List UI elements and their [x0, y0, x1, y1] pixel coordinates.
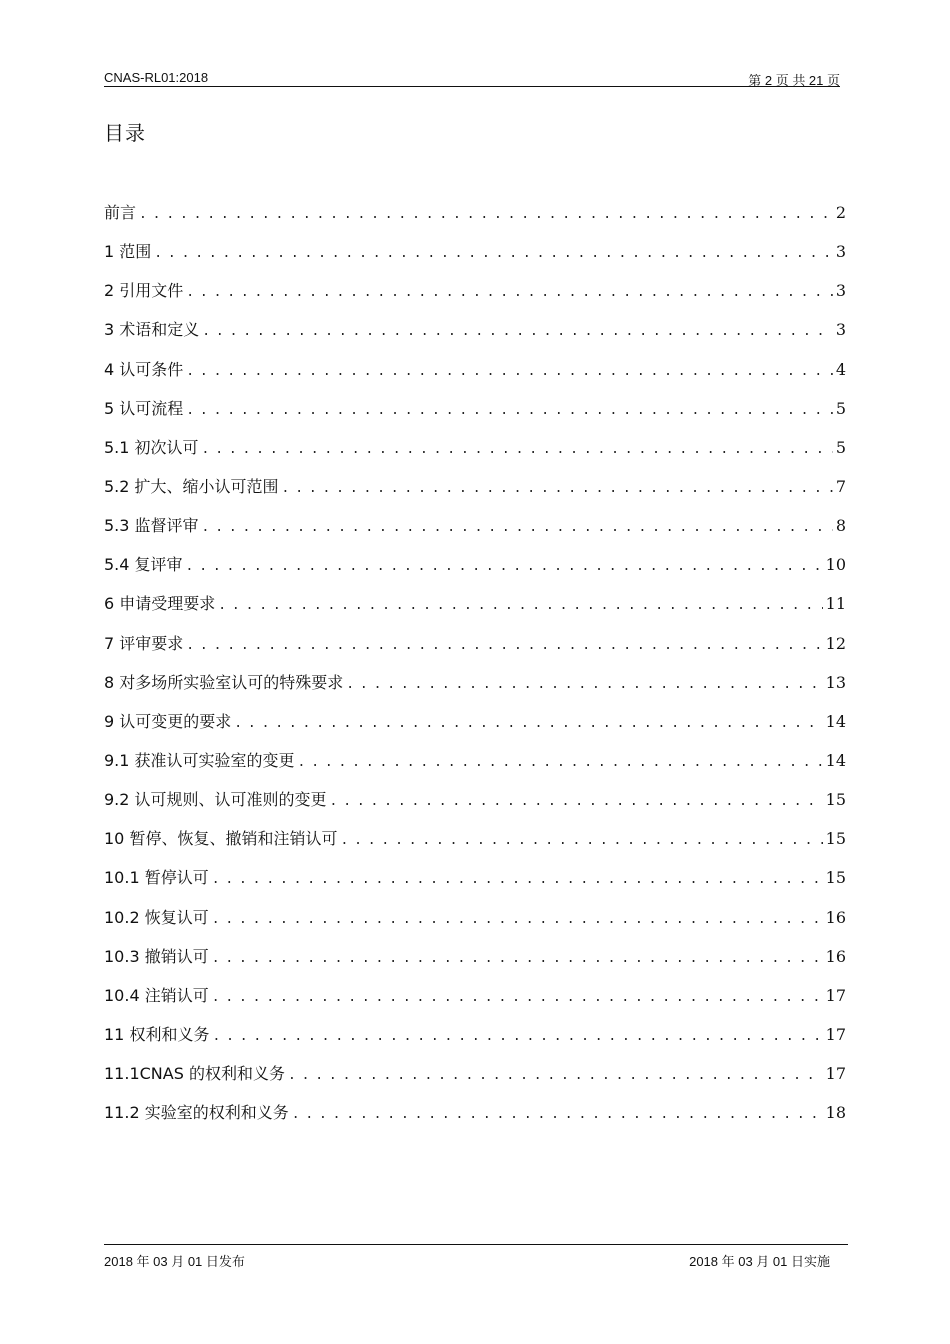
toc-page: 16 [825, 907, 846, 927]
toc-entry[interactable] [104, 631, 846, 670]
toc-label: 11.2 实验室的权利和义务 [104, 1103, 289, 1123]
toc-page: 16 [825, 946, 846, 966]
toc-leader [139, 207, 833, 222]
toc-page: 15 [825, 829, 846, 849]
toc-page: 14 [825, 750, 846, 770]
toc-entry[interactable] [104, 513, 846, 552]
toc-entry[interactable] [104, 552, 846, 591]
toc-label: 10 暂停、恢复、撤销和注销认可 [104, 829, 338, 849]
toc-leader [282, 481, 833, 496]
toc-entry[interactable] [104, 1022, 846, 1061]
toc-leader [292, 1107, 823, 1122]
toc-page: 10 [825, 555, 846, 575]
toc-label: 11.1CNAS 的权利和义务 [104, 1064, 285, 1084]
toc-label: 10.4 注销认可 [104, 985, 209, 1005]
toc-entry[interactable] [104, 435, 846, 474]
toc-leader [234, 716, 822, 731]
toc-entry[interactable] [104, 944, 846, 983]
table-of-contents [104, 200, 846, 1139]
toc-label: 4 认可条件 [104, 359, 184, 379]
toc-label: 7 评审要求 [104, 633, 184, 653]
toc-label: 10.1 暂停认可 [104, 868, 209, 888]
toc-label: 前言 [104, 203, 137, 222]
toc-label: 5.3 监督评审 [104, 516, 199, 536]
effective-date: 2018 年 03 月 01 日实施 [689, 1254, 830, 1269]
toc-label: 5.1 初次认可 [104, 437, 199, 457]
toc-leader [212, 990, 823, 1005]
toc-leader [298, 755, 823, 770]
toc-label: 2 引用文件 [104, 281, 184, 301]
toc-leader [212, 1029, 822, 1044]
toc-page: 5 [835, 437, 846, 457]
toc-page: 5 [835, 398, 846, 418]
toc-entry[interactable] [104, 396, 846, 435]
toc-page: 3 [835, 242, 846, 262]
toc-label: 6 申请受理要求 [104, 594, 216, 614]
toc-page: 17 [825, 1064, 846, 1084]
toc-page: 17 [825, 1024, 846, 1044]
toc-entry[interactable] [104, 670, 846, 709]
toc-label: 5 认可流程 [104, 398, 184, 418]
toc-leader [186, 638, 822, 653]
toc-leader [186, 559, 823, 574]
page-header [104, 70, 840, 87]
toc-label: 9.2 认可规则、认可准则的变更 [104, 790, 327, 810]
toc-page: 3 [835, 281, 846, 301]
toc-entry[interactable] [104, 357, 846, 396]
toc-entry[interactable] [104, 983, 846, 1022]
toc-label: 5.2 扩大、缩小认可范围 [104, 476, 279, 496]
toc-page: 2 [835, 203, 846, 222]
toc-label: 5.4 复评审 [104, 555, 183, 575]
toc-page: 15 [825, 790, 846, 810]
toc-entry[interactable] [104, 317, 846, 356]
toc-entry[interactable] [104, 709, 846, 748]
toc-leader [212, 872, 823, 887]
toc-label: 8 对多场所实验室认可的特殊要求 [104, 672, 344, 692]
toc-leader [340, 833, 822, 848]
toc-entry[interactable] [104, 748, 846, 787]
toc-label: 1 范围 [104, 242, 152, 262]
toc-leader [346, 677, 822, 692]
toc-leader [202, 520, 833, 535]
toc-entry[interactable] [104, 200, 846, 239]
toc-entry[interactable] [104, 1100, 846, 1139]
toc-leader [330, 794, 823, 809]
toc-entry[interactable] [104, 591, 846, 630]
toc-leader [186, 403, 833, 418]
toc-entry[interactable] [104, 1061, 846, 1100]
toc-page: 15 [825, 868, 846, 888]
toc-page: 4 [835, 359, 846, 379]
toc-page: 7 [835, 476, 846, 496]
toc-label: 3 术语和定义 [104, 320, 200, 340]
toc-entry[interactable] [104, 865, 846, 904]
toc-leader [202, 324, 833, 339]
toc-page: 17 [825, 985, 846, 1005]
toc-label: 10.2 恢复认可 [104, 907, 209, 927]
toc-leader [186, 285, 833, 300]
page-info: 第 2 页 共 21 页 [748, 73, 840, 88]
toc-leader [202, 442, 833, 457]
toc-page: 12 [825, 633, 846, 653]
toc-label: 11 权利和义务 [104, 1024, 210, 1044]
publish-date: 2018 年 03 月 01 日发布 [104, 1254, 245, 1269]
doc-code: CNAS-RL01:2018 [104, 70, 209, 85]
page-footer [104, 1244, 848, 1269]
toc-leader [212, 912, 823, 927]
toc-page: 18 [825, 1103, 846, 1123]
toc-entry[interactable] [104, 826, 846, 865]
toc-page: 14 [825, 711, 846, 731]
toc-leader [154, 246, 833, 261]
toc-leader [186, 364, 833, 379]
toc-entry[interactable] [104, 474, 846, 513]
toc-entry[interactable] [104, 278, 846, 317]
toc-entry[interactable] [104, 905, 846, 944]
toc-page: 8 [835, 516, 846, 536]
page-title: 目录 [104, 121, 146, 145]
toc-page: 13 [825, 672, 846, 692]
toc-label: 10.3 撤销认可 [104, 946, 209, 966]
toc-leader [212, 951, 823, 966]
toc-entry[interactable] [104, 787, 846, 826]
toc-label: 9.1 获准认可实验室的变更 [104, 750, 295, 770]
toc-entry[interactable] [104, 239, 846, 278]
toc-label: 9 认可变更的要求 [104, 711, 232, 731]
toc-page: 11 [825, 594, 846, 614]
toc-leader [218, 598, 822, 613]
toc-page: 3 [835, 320, 846, 340]
toc-leader [288, 1068, 823, 1083]
